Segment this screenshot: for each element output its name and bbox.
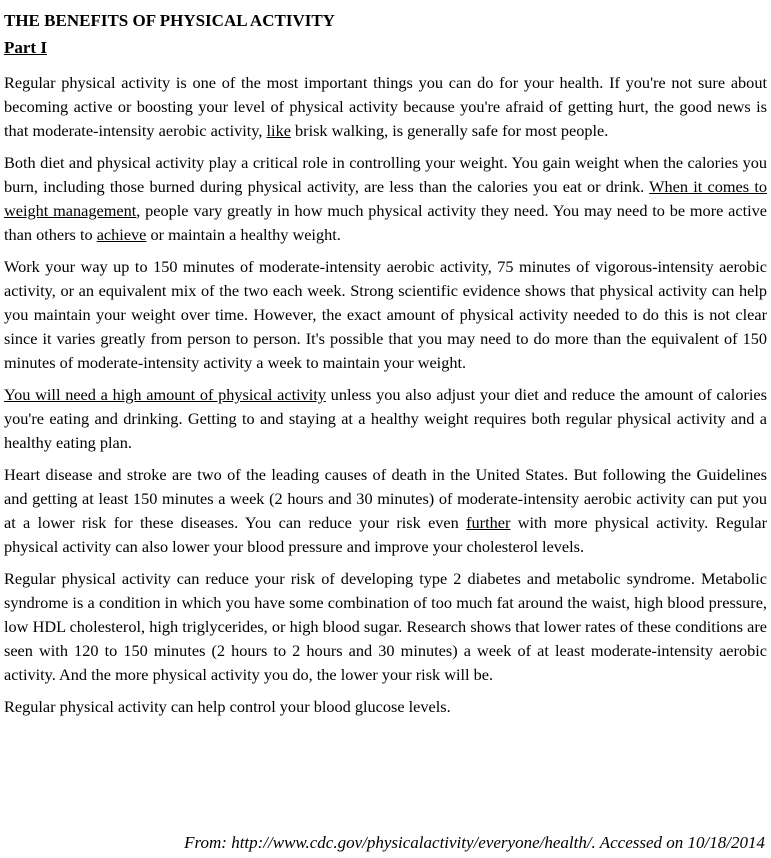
underlined-text: achieve [96, 225, 147, 244]
underlined-text: like [266, 121, 291, 140]
underlined-text: When it comes to weight management [4, 177, 768, 220]
paragraph-text: unless you also adjust your diet and reduce the amount of calories you're eating and drinking. Getting to and staying at a healthy weight requires both regular physical activity and a healthy eating plan. [4, 385, 767, 452]
paragraph-text: Regular physical activity can help control your blood glucose levels. [4, 697, 451, 716]
underlined-text: further [466, 513, 511, 532]
paragraph-text: , people vary greatly in how much physical activity they need. You may need to be more active than others to [4, 201, 767, 244]
paragraph-text: Heart disease and stroke are two of the leading causes of death in the United States. But following the Guidelines and getting at least 150 minutes a week (2 hours and 30 minutes) of moderate-intensity aerobic activity can put you at a lower risk for these diseases. You can reduce your risk even [4, 465, 767, 532]
paragraph-6 [4, 567, 767, 687]
paragraph-text: Regular physical activity is one of the most important things you can do for your health. If you're not sure about becoming active or boosting your level of physical activity because you're afraid of getting hurt, the good news is that moderate-intensity aerobic activity, [4, 73, 767, 140]
paragraph-1 [4, 71, 767, 143]
paragraph-text: with more physical activity. Regular physical activity can also lower your blood pressure and improve your cholesterol levels. [4, 513, 767, 556]
paragraph-4 [4, 383, 767, 455]
paragraph-7 [4, 695, 767, 719]
paragraph-text: brisk walking, is generally safe for most people. [290, 121, 609, 140]
paragraph-2 [4, 151, 767, 247]
paragraph-3 [4, 255, 767, 375]
document-title: THE BENEFITS OF PHYSICAL ACTIVITY [4, 11, 335, 30]
source-citation: From: http://www.cdc.gov/physicalactivity/everyone/health/. Accessed on 10/18/2014 [184, 833, 765, 852]
paragraph-text: Regular physical activity can reduce your risk of developing type 2 diabetes and metabolic syndrome. Metabolic syndrome is a condition in which you have some combination of too much fat around the waist, high blood pressure, low HDL cholesterol, high triglycerides, or high blood sugar. Research shows that lower rates of these conditions are seen with 120 to 150 minutes (2 hours to 2 hours and 30 minutes) a week of at least moderate-intensity aerobic activity. And the more physical activity you do, the lower your risk will be. [4, 569, 767, 684]
paragraph-text: or maintain a healthy weight. [146, 225, 341, 244]
paragraph-text: Both diet and physical activity play a critical role in controlling your weight. You gain weight when the calories you burn, including those burned during physical activity, are less than the calories you eat or drink. [4, 153, 767, 196]
paragraph-text: Work your way up to 150 minutes of moderate-intensity aerobic activity, 75 minutes of vigorous-intensity aerobic activity, or an equivalent mix of the two each week. Strong scientific evidence shows that physical activity can help you maintain your weight over time. However, the exact amount of physical activity needed to do this is not clear since it varies greatly from person to person. It's possible that you may need to do more than the equivalent of 150 minutes of moderate-intensity activity a week to maintain your weight. [4, 257, 767, 372]
underlined-text: You will need a high amount of physical activity [4, 385, 326, 404]
paragraph-5 [4, 463, 767, 559]
part-label: Part I [4, 38, 47, 57]
